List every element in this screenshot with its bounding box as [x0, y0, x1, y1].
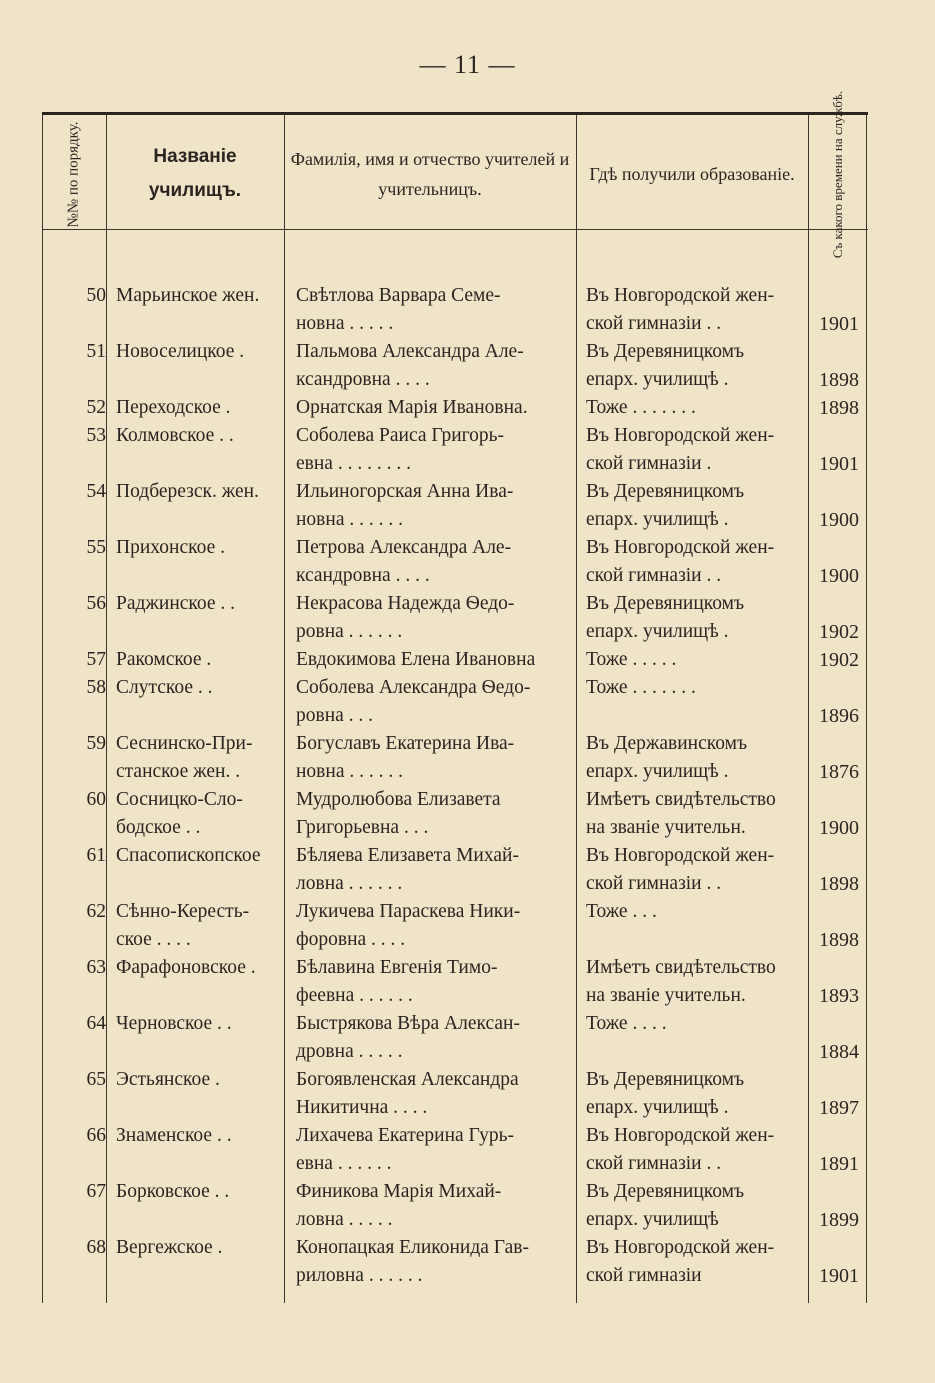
education-line: на званіе учительн. [586, 817, 746, 838]
teacher-name-line: Соболева Раиса Григорь- [296, 425, 505, 446]
school-name-line: Вергежское . [116, 1237, 223, 1258]
table-row [42, 338, 868, 394]
row-number: 55 [86, 537, 106, 558]
school-name [116, 842, 282, 870]
school-name-line: Сеснинско-При- [116, 733, 253, 754]
education [586, 282, 800, 338]
teacher-name-line: ровна . . . [296, 705, 374, 726]
teacher-name-line: Орнатская Марія Ивановна. [296, 397, 528, 418]
service-year: 1898 [819, 929, 859, 951]
school-name-line: Подберезск. жен. [116, 481, 259, 502]
school-name [116, 534, 282, 562]
table-row [42, 954, 868, 1010]
education-line: епарх. училищѣ . [586, 369, 729, 390]
service-year: 1900 [819, 565, 859, 587]
table-row [42, 646, 868, 674]
table-row [42, 674, 868, 730]
header-since: Съ какого времени на службѣ. [830, 90, 846, 258]
education [586, 1010, 800, 1038]
school-name-line: ское . . . . [116, 929, 191, 950]
service-year: 1901 [819, 1265, 859, 1287]
education [586, 534, 800, 590]
service-year: 1898 [819, 873, 859, 895]
teacher-name-line: ровна . . . . . . [296, 621, 403, 642]
education-line: Въ Деревяницкомъ [586, 341, 745, 362]
school-name-line: Ракомское . [116, 649, 212, 670]
table-row [42, 1010, 868, 1066]
row-number: 63 [86, 957, 106, 978]
table-row [42, 1122, 868, 1178]
education-line: епарх. училищѣ [586, 1209, 719, 1230]
row-number: 51 [86, 341, 106, 362]
school-name-line: Эстьянское . [116, 1069, 220, 1090]
row-number: 62 [86, 901, 106, 922]
education-line: ской гимназіи . . [586, 565, 722, 586]
school-name-line: Знаменское . . [116, 1125, 232, 1146]
school-name [116, 1178, 282, 1206]
table-row [42, 842, 868, 898]
service-year: 1898 [819, 397, 859, 419]
education-line: Въ Новгородской жен- [586, 537, 775, 558]
row-number: 67 [86, 1181, 106, 1202]
service-year: 1901 [819, 313, 859, 335]
school-name [116, 394, 282, 422]
row-number: 56 [86, 593, 106, 614]
school-name-line: Черновское . . [116, 1013, 232, 1034]
table-row [42, 478, 868, 534]
education [586, 394, 800, 422]
teacher-name [296, 954, 572, 1010]
row-number: 68 [86, 1237, 106, 1258]
header-number: №№ по порядку. [65, 120, 82, 228]
school-name-line: Раджинское . . [116, 593, 236, 614]
education [586, 646, 800, 674]
teacher-name [296, 338, 572, 394]
table-row [42, 730, 868, 786]
page-number: — 11 — [419, 50, 516, 79]
school-name-line: Борковское . . [116, 1181, 230, 1202]
school-name [116, 646, 282, 674]
school-name-line: Фарафоновское . [116, 957, 256, 978]
school-name-line: Прихонское . [116, 537, 225, 558]
school-name [116, 478, 282, 506]
teacher-name-line: Финикова Марія Михай- [296, 1181, 502, 1202]
teacher-name [296, 394, 572, 422]
service-year: 1884 [819, 1041, 859, 1063]
teacher-name [296, 898, 572, 954]
teacher-name [296, 842, 572, 898]
education [586, 1178, 800, 1234]
teacher-name [296, 422, 572, 478]
education [586, 842, 800, 898]
teacher-name-line: новна . . . . . . [296, 509, 403, 530]
education-line: ской гимназіи [586, 1265, 702, 1286]
education-line: Въ Новгородской жен- [586, 845, 775, 866]
teacher-name [296, 786, 572, 842]
school-name-line: Слутское . . [116, 677, 213, 698]
education-line: Въ Новгородской жен- [586, 1125, 775, 1146]
education [586, 730, 800, 786]
row-number: 58 [86, 677, 106, 698]
teacher-name-line: Лихачева Екатерина Гурь- [296, 1125, 514, 1146]
education-line: Имѣетъ свидѣтельство [586, 789, 776, 810]
education-line: Въ Деревяницкомъ [586, 1181, 745, 1202]
school-name [116, 898, 282, 954]
table-row [42, 590, 868, 646]
teacher-name-line: новна . . . . . . [296, 761, 403, 782]
teacher-name-line: Евдокимова Елена Ивановна [296, 649, 536, 670]
education [586, 786, 800, 842]
teacher-name-line: Бѣлавина Евгенія Тимо- [296, 957, 498, 978]
teacher-name [296, 674, 572, 730]
teacher-name-line: Бѣляева Елизавета Михай- [296, 845, 519, 866]
teacher-name [296, 730, 572, 786]
education [586, 338, 800, 394]
teacher-name-line: Пальмова Александра Але- [296, 341, 524, 362]
teacher-name-line: ксандровна . . . . [296, 565, 430, 586]
teacher-name [296, 282, 572, 338]
education [586, 478, 800, 534]
education-line: Въ Деревяницкомъ [586, 1069, 745, 1090]
school-name [116, 282, 282, 310]
school-name [116, 1010, 282, 1038]
table-row [42, 1178, 868, 1234]
education-line: епарх. училищѣ . [586, 1097, 729, 1118]
service-year: 1899 [819, 1209, 859, 1231]
service-year: 1897 [819, 1097, 859, 1119]
school-name-line: Сосницко-Сло- [116, 789, 243, 810]
row-number: 54 [86, 481, 106, 502]
service-year: 1891 [819, 1153, 859, 1175]
education [586, 1066, 800, 1122]
table-row [42, 898, 868, 954]
teacher-name-line: ловна . . . . . . [296, 873, 403, 894]
teacher-name [296, 646, 572, 674]
table-row [42, 1234, 868, 1290]
education-line: Въ Державинскомъ [586, 733, 748, 754]
school-name [116, 1234, 282, 1262]
teacher-name-line: новна . . . . . [296, 313, 394, 334]
teacher-name-line: Петрова Александра Але- [296, 537, 512, 558]
education-line: Тоже . . . . . . . [586, 677, 696, 698]
teacher-name [296, 1010, 572, 1066]
education-line: Тоже . . . . . . . [586, 397, 696, 418]
school-name-line: Новоселицкое . [116, 341, 245, 362]
service-year: 1900 [819, 509, 859, 531]
service-year: 1900 [819, 817, 859, 839]
teacher-name-line: Богоявленская Александра [296, 1069, 519, 1090]
education-line: Въ Новгородской жен- [586, 285, 775, 306]
education [586, 590, 800, 646]
education-line: Тоже . . . [586, 901, 657, 922]
school-name-line: Марьинское жен. [116, 285, 260, 306]
school-name [116, 338, 282, 366]
school-name [116, 730, 282, 786]
row-number: 59 [86, 733, 106, 754]
teacher-name-line: Соболева Александра Ѳедо- [296, 677, 531, 698]
teacher-name [296, 478, 572, 534]
school-name [116, 1066, 282, 1094]
school-name-line: бодское . . [116, 817, 201, 838]
teacher-name-line: Свѣтлова Варвара Семе- [296, 285, 501, 306]
education-line: ской гимназіи . . [586, 1153, 722, 1174]
service-year: 1902 [819, 649, 859, 671]
teacher-name-line: риловна . . . . . . [296, 1265, 423, 1286]
education-line: Имѣетъ свидѣтельство [586, 957, 776, 978]
service-year: 1893 [819, 985, 859, 1007]
teacher-name-line: Лукичева Параскева Ники- [296, 901, 521, 922]
education [586, 1234, 800, 1290]
education-line: на званіе учительн. [586, 985, 746, 1006]
teacher-name-line: Конопацкая Еликонида Гав- [296, 1237, 529, 1258]
header-school: Названіе училищъ. [148, 146, 242, 201]
service-year: 1901 [819, 453, 859, 475]
teacher-name [296, 590, 572, 646]
education [586, 422, 800, 478]
school-name [116, 422, 282, 450]
school-name-line: Переходское . [116, 397, 231, 418]
education-line: Въ Деревяницкомъ [586, 593, 745, 614]
table-row [42, 394, 868, 422]
education [586, 1122, 800, 1178]
table-row [42, 422, 868, 478]
education-line: ской гимназіи . . [586, 873, 722, 894]
education-line: Въ Новгородской жен- [586, 1237, 775, 1258]
row-number: 66 [86, 1125, 106, 1146]
row-number: 50 [86, 285, 106, 306]
education [586, 674, 800, 702]
teacher-name [296, 534, 572, 590]
education-line: епарх. училищѣ . [586, 621, 729, 642]
service-year: 1898 [819, 369, 859, 391]
row-number: 57 [86, 649, 106, 670]
teacher-name-line: евна . . . . . . [296, 1153, 392, 1174]
teacher-name-line: Ильиногорская Анна Ива- [296, 481, 514, 502]
table-row [42, 282, 868, 338]
school-name [116, 590, 282, 618]
teacher-name [296, 1234, 572, 1290]
header-education: Гдѣ получили образованіе. [589, 164, 795, 184]
teacher-name [296, 1122, 572, 1178]
teacher-name [296, 1178, 572, 1234]
school-name [116, 954, 282, 982]
school-name-line: Спасопископское [116, 845, 261, 866]
service-year: 1876 [819, 761, 859, 783]
school-name-line: Колмовское . . [116, 425, 234, 446]
teacher-name-line: ксандровна . . . . [296, 369, 430, 390]
row-number: 64 [86, 1013, 106, 1034]
education-line: епарх. училищѣ . [586, 509, 729, 530]
teacher-name-line: евна . . . . . . . . [296, 453, 411, 474]
teacher-name-line: Мудролюбова Елизавета [296, 789, 501, 810]
teacher-name-line: Григорьевна . . . [296, 817, 429, 838]
school-name [116, 1122, 282, 1150]
teacher-name-line: Богуславъ Екатерина Ива- [296, 733, 515, 754]
education-line: Тоже . . . . [586, 1013, 667, 1034]
row-number: 65 [86, 1069, 106, 1090]
teacher-name-line: Некрасова Надежда Ѳедо- [296, 593, 515, 614]
education [586, 898, 800, 926]
school-name [116, 786, 282, 842]
table-row [42, 786, 868, 842]
teacher-name-line: феевна . . . . . . [296, 985, 413, 1006]
education-line: епарх. училищѣ . [586, 761, 729, 782]
table-row [42, 534, 868, 590]
service-year: 1896 [819, 705, 859, 727]
education-line: ской гимназіи . [586, 453, 712, 474]
row-number: 52 [86, 397, 106, 418]
school-name-line: Сѣнно-Кересть- [116, 901, 250, 922]
teacher-name-line: форовна . . . . [296, 929, 406, 950]
teacher-name [296, 1066, 572, 1122]
school-name-line: станское жен. . [116, 761, 241, 782]
service-year: 1902 [819, 621, 859, 643]
teacher-name-line: ловна . . . . . [296, 1209, 393, 1230]
education-line: Въ Деревяницкомъ [586, 481, 745, 502]
teacher-name-line: дровна . . . . . [296, 1041, 403, 1062]
education [586, 954, 800, 1010]
education-line: Тоже . . . . . [586, 649, 677, 670]
teacher-name-line: Быстрякова Вѣра Алексан- [296, 1013, 520, 1034]
teacher-name-line: Никитична . . . . [296, 1097, 428, 1118]
row-number: 61 [86, 845, 106, 866]
row-number: 60 [86, 789, 106, 810]
education-line: ской гимназіи . . [586, 313, 722, 334]
table-row [42, 1066, 868, 1122]
school-name [116, 674, 282, 702]
education-line: Въ Новгородской жен- [586, 425, 775, 446]
header-teacher-name: Фамилія, имя и отчество учителей и учительницъ. [290, 149, 570, 199]
row-number: 53 [86, 425, 106, 446]
